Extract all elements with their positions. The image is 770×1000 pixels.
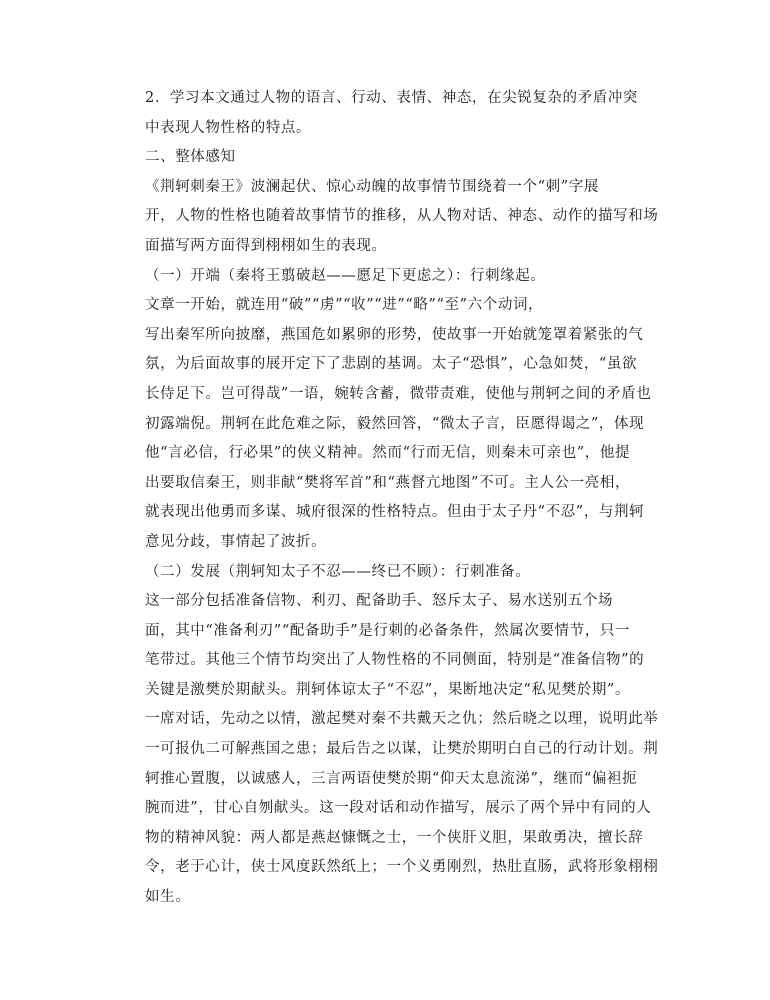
paragraph-learning-goal-2 [116,84,660,143]
text-line: 氛，为后面故事的展开定下了悲剧的基调。太子“恐惧”，心急如焚，“虽欲 [145,356,638,373]
text-line: 写出秦军所向披靡，燕国危如累卵的形势，使故事一开始就笼罩着紧张的气 [145,326,644,343]
text-line: 中表现人物性格的特点。 [145,119,312,136]
text-line: 面，其中“准备利刃”“配备助手”是行刺的必备条件，然属次要情节，只一 [145,622,631,639]
text-line: 面描写两方面得到栩栩如生的表现。 [145,237,387,254]
text-line: 物的精神风貌：两人都是燕赵慷慨之士，一个侠肝义胆，果敢勇决，擅长辞 [145,829,644,846]
text-line: 开，人物的性格也随着故事情节的推移，从人物对话、神态、动作的描写和场 [145,208,659,225]
text-line: 笔带过。其他三个情节均突出了人物性格的不同侧面，特别是“准备信物”的 [145,652,645,669]
text-line: （二）发展（荆轲知太子不忍——终已不顾）：行刺准备。 [145,563,531,580]
text-line: 如生。 [145,889,191,906]
text-line: 长侍足下。岂可得哉”一语，婉转含蓄，微带责难，使他与荆轲之间的矛盾也 [145,385,652,402]
text-line: 令，老于心计，侠士风度跃然纸上；一个义勇刚烈，热肚直肠，武将形象栩栩 [145,859,659,876]
subheading-development [116,558,660,588]
text-line: 初露端倪。荆轲在此危难之际，毅然回答，“微太子言，臣愿得谒之”，体现 [145,415,645,432]
text-line: 轲推心置腹，以诚感人，三言两语使樊於期“仰天太息流涕”，继而“偏袒扼 [145,770,638,787]
paragraph-overview [116,173,660,262]
subheading-beginning [116,262,660,292]
text-line: 这一部分包括准备信物、利刃、配备助手、怒斥太子、易水送别五个场 [145,593,614,610]
text-line: 出要取信秦王，则非献“樊将军首”和“燕督亢地图”不可。主人公一亮相， [145,474,631,491]
text-line: 意见分歧，事情起了波折。 [145,533,327,550]
section-heading-overall-perception [116,143,660,173]
text-line: 2．学习本文通过人物的语言、行动、表情、神态，在尖锐复杂的矛盾冲突 [145,90,639,106]
text-line: 就表现出他勇而多谋、城府很深的性格特点。但由于太子丹“不忍”，与荆轲 [145,504,645,521]
text-line: 《荆轲刺秦王》波澜起伏、惊心动魄的故事情节围绕着一个“刺”字展 [145,178,599,195]
text-line: 他“言必信，行必果”的侠义精神。然而“行而无信，则秦未可亲也”，他提 [145,445,631,462]
text-line: 二、整体感知 [145,149,236,166]
text-line: 关键是激樊於期献头。荆轲体谅太子“不忍”，果断地决定“私见樊於期”。 [145,681,631,698]
text-line: 文章一开始，就连用“破”“虏”“收”“进”“略”“至”六个动词， [145,297,544,314]
text-line: （一）开端（秦将王翦破赵——愿足下更虑之）：行刺缘起。 [145,267,546,284]
document-page [116,84,660,913]
paragraph-development-analysis [116,587,660,913]
text-line: 一席对话，先动之以情，激起樊对秦不共戴天之仇；然后晓之以理，说明此举 [145,711,659,728]
text-line: 一可报仇二可解燕国之患；最后告之以谋，让樊於期明白自己的行动计划。荆 [145,741,659,758]
text-line: 腕而进”，甘心自刎献头。这一段对话和动作描写，展示了两个异中有同的人 [145,800,652,817]
paragraph-beginning-analysis [116,291,660,557]
